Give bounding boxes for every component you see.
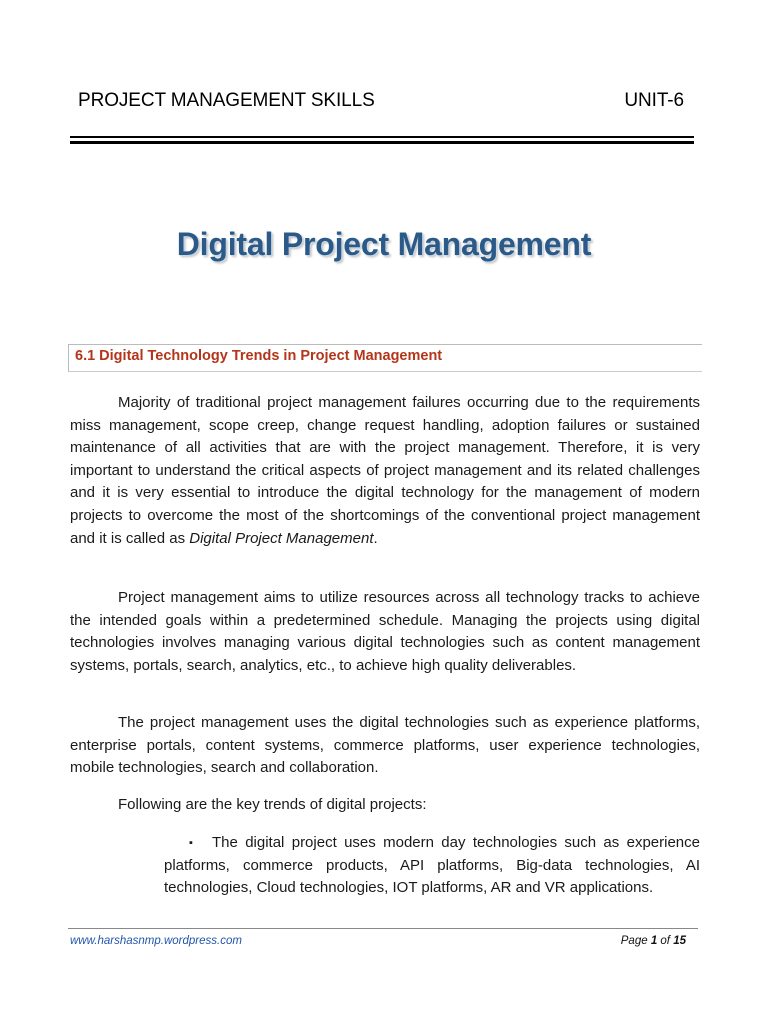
paragraph-4-text: Following are the key trends of digital projects:	[118, 796, 427, 813]
paragraph-3-text: The project management uses the digital technologies such as experience platforms, enterprise portals, content systems, commerce platforms, user experience technologies, mobile technologies, search and collaboration.	[70, 714, 700, 777]
page-current: 1	[650, 935, 658, 947]
header-rule-thin	[70, 136, 694, 138]
paragraph-4	[70, 794, 700, 817]
bullet-list	[70, 832, 700, 912]
paragraph-2	[70, 587, 700, 689]
paragraph-1-italic-term: Digital Project Management	[189, 529, 374, 547]
square-bullet-icon: ▪	[189, 837, 193, 849]
paragraph-2-text: Project management aims to utilize resources across all technology tracks to achieve the intended goals within a predetermined schedule. Managing the projects using digital technologies involves managing various digital technologies such as content management systems, portals, search, analytics, etc., to achieve high quality deliverables.	[70, 589, 700, 674]
header-course-title: PROJECT MANAGEMENT SKILLS	[78, 90, 375, 111]
section-heading-box	[68, 344, 702, 372]
running-header	[76, 90, 692, 120]
page-total: 15	[673, 935, 686, 947]
list-item	[70, 832, 700, 900]
page-prefix: Page	[620, 935, 651, 947]
section-heading: 6.1 Digital Technology Trends in Project Management	[75, 348, 443, 364]
header-rule-thick	[70, 141, 694, 144]
paragraph-1	[70, 392, 700, 562]
header-unit-label: UNIT-6	[624, 90, 684, 111]
footer-page-number	[621, 935, 686, 947]
paragraph-1-text: Majority of traditional project management failures occurring due to the requirements miss management, scope creep, change request handling, adoption failures or sustained maintenance of all activities that are with the project management. Therefore, it is very important to understand the critical aspects of project management and its related challenges and it is very essential to introduce the digital technology for the management of modern projects to overcome the most of the shortcomings of the conventional project management and it is called as	[70, 394, 700, 547]
document-title: Digital Project Management	[176, 226, 592, 262]
footer-rule	[68, 928, 698, 929]
page-of: of	[657, 935, 674, 947]
paragraph-1-end: .	[373, 529, 378, 547]
footer-website-link[interactable]: www.harshasnmp.wordpress.com	[70, 935, 242, 947]
list-item-text: The digital project uses modern day technologies such as experience platforms, commerce products, API platforms, Big-data technologies, AI technologies, Cloud technologies, IOT platforms, AR and VR applications.	[164, 834, 700, 897]
paragraph-3	[70, 712, 700, 792]
